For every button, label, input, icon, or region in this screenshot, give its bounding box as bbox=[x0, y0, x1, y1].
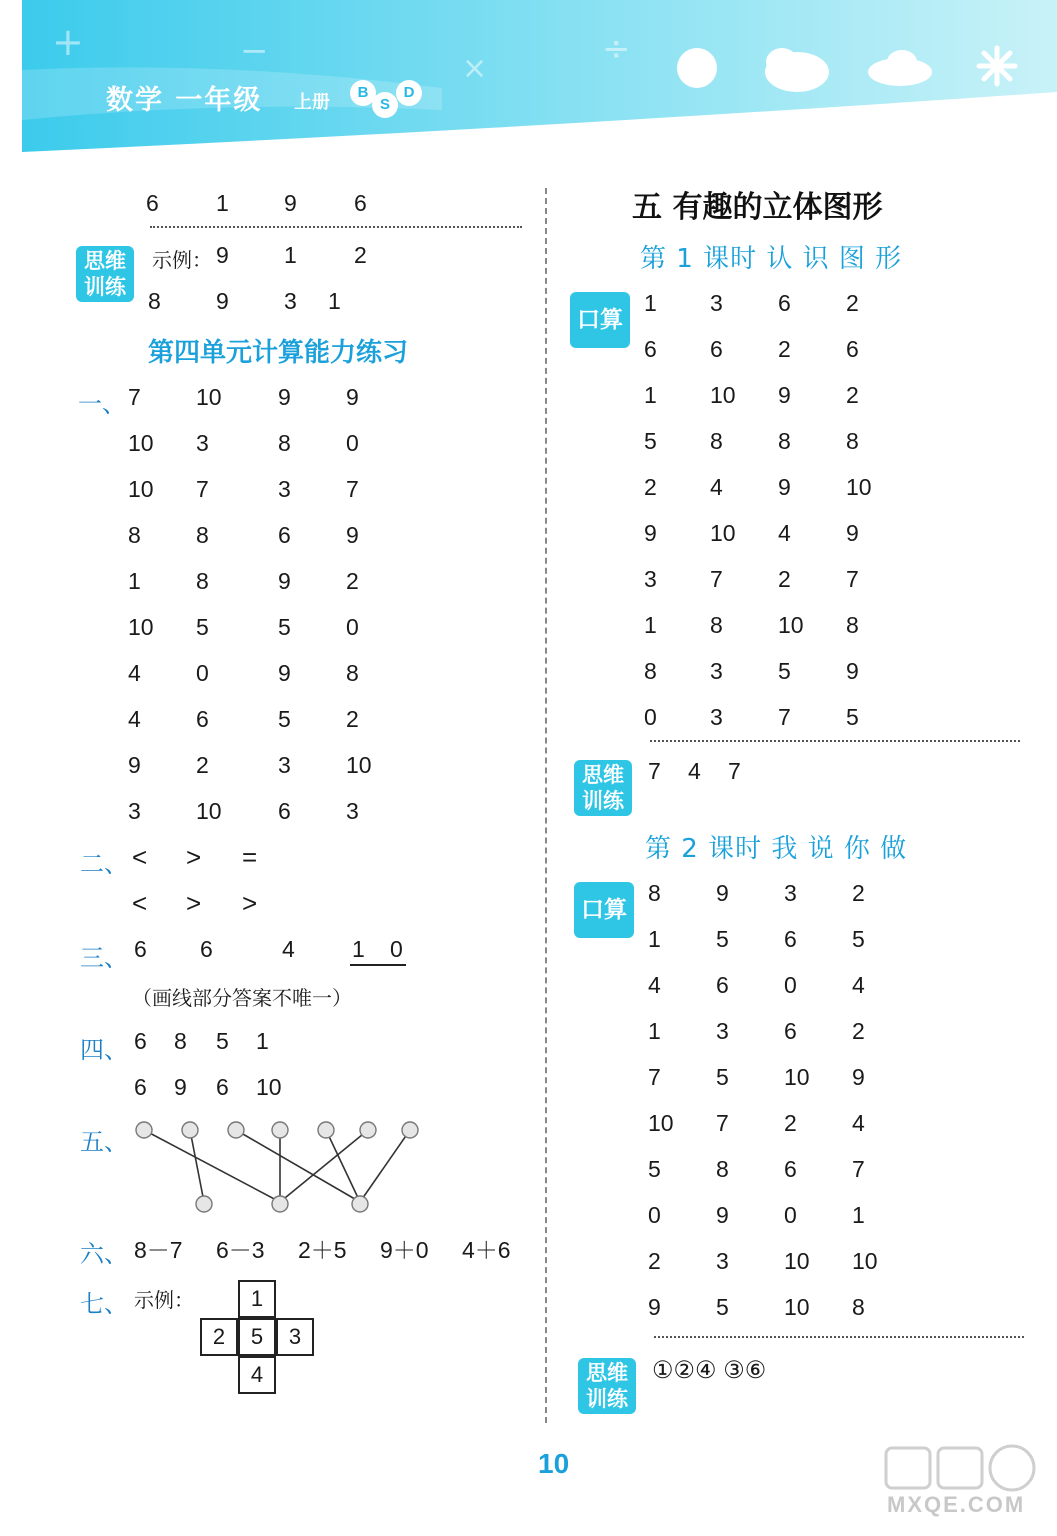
s4-r1-3: 5 bbox=[216, 1028, 229, 1054]
l1-r7-c4: 7 bbox=[846, 566, 859, 592]
example-r2-1: 8 bbox=[148, 288, 161, 314]
l1-r4-c3: 8 bbox=[778, 428, 791, 454]
section-one-label: 一、 bbox=[78, 390, 126, 418]
matching-diagram bbox=[128, 1116, 428, 1220]
l1-r4-c2: 8 bbox=[710, 428, 723, 454]
header-banner bbox=[22, 0, 1057, 152]
l2-r6-c3: 2 bbox=[784, 1110, 797, 1136]
svg-text:+: + bbox=[52, 20, 84, 64]
s1-r1-c1: 7 bbox=[128, 384, 141, 410]
s2-r1-2: > bbox=[186, 842, 202, 872]
unit-title: 第四单元计算能力练习 bbox=[148, 338, 409, 368]
dotted-separator-2 bbox=[650, 740, 1020, 742]
example-r2-3: 3 bbox=[284, 288, 297, 314]
l2-r1-c1: 8 bbox=[648, 880, 661, 906]
siwei-badge: 思维 训练 bbox=[76, 246, 134, 302]
l2-r10-c1: 9 bbox=[648, 1294, 661, 1320]
l2-r3-c4: 4 bbox=[852, 972, 865, 998]
s1-r1-c3: 9 bbox=[278, 384, 291, 410]
s1-r5-c3: 9 bbox=[278, 568, 291, 594]
l1-r10-c1: 0 bbox=[644, 704, 657, 730]
lesson2-title: 第 2 课时 我 说 你 做 bbox=[645, 834, 908, 864]
l1-r6-c2: 10 bbox=[710, 520, 736, 546]
s1-r8-c4: 2 bbox=[346, 706, 359, 732]
l2-r4-c3: 6 bbox=[784, 1018, 797, 1044]
s1-r7-c1: 4 bbox=[128, 660, 141, 686]
l2-r8-c2: 9 bbox=[716, 1202, 729, 1228]
l1-r7-c3: 2 bbox=[778, 566, 791, 592]
l2-r6-c4: 4 bbox=[852, 1110, 865, 1136]
l2-r2-c2: 5 bbox=[716, 926, 729, 952]
l1-r5-c4: 10 bbox=[846, 474, 872, 500]
l2-r8-c4: 1 bbox=[852, 1202, 865, 1228]
l1-r2-c2: 6 bbox=[710, 336, 723, 362]
example-r2-2: 9 bbox=[216, 288, 229, 314]
chapter-title: 五 有趣的立体图形 bbox=[632, 190, 883, 225]
s1-r5-c1: 1 bbox=[128, 568, 141, 594]
l1-r2-c4: 6 bbox=[846, 336, 859, 362]
example-r1-3: 2 bbox=[354, 242, 367, 268]
l1-r8-c2: 8 bbox=[710, 612, 723, 638]
s1-r9-c1: 9 bbox=[128, 752, 141, 778]
l2-r10-c2: 5 bbox=[716, 1294, 729, 1320]
s1-r10-c1: 3 bbox=[128, 798, 141, 824]
cross-cell-center: 5 bbox=[238, 1318, 276, 1356]
l1-r9-c1: 8 bbox=[644, 658, 657, 684]
l2-r10-c4: 8 bbox=[852, 1294, 865, 1320]
l2-r6-c1: 10 bbox=[648, 1110, 674, 1136]
example-prefix: 示例： bbox=[152, 248, 212, 272]
l1-r6-c3: 4 bbox=[778, 520, 791, 546]
s1-r6-c2: 5 bbox=[196, 614, 209, 640]
cross-cell-top: 1 bbox=[238, 1280, 276, 1318]
s1-r4-c2: 8 bbox=[196, 522, 209, 548]
l1-r6-c4: 9 bbox=[846, 520, 859, 546]
s4-r2-2: 9 bbox=[174, 1074, 187, 1100]
logo-letter-d: D bbox=[396, 80, 422, 106]
l2-r2-c3: 6 bbox=[784, 926, 797, 952]
l2-r7-c3: 6 bbox=[784, 1156, 797, 1182]
siwei-badge-2: 思维 训练 bbox=[574, 760, 632, 816]
s1-r6-c4: 0 bbox=[346, 614, 359, 640]
siwei2-answer: ①②④ ③⑥ bbox=[652, 1357, 767, 1384]
l1-r1-c1: 1 bbox=[644, 290, 657, 316]
l1-r8-c1: 1 bbox=[644, 612, 657, 638]
l2-r3-c1: 4 bbox=[648, 972, 661, 998]
s1-r5-c2: 8 bbox=[196, 568, 209, 594]
s1-r4-c3: 6 bbox=[278, 522, 291, 548]
svg-text:×: × bbox=[462, 51, 488, 86]
section-two-label: 二、 bbox=[80, 850, 128, 878]
siwei-badge-3: 思维 训练 bbox=[578, 1358, 636, 1414]
s1-r6-c3: 5 bbox=[278, 614, 291, 640]
s1-r7-c4: 8 bbox=[346, 660, 359, 686]
s1-r2-c3: 8 bbox=[278, 430, 291, 456]
example-r1-1: 9 bbox=[216, 242, 229, 268]
s1-r7-c3: 9 bbox=[278, 660, 291, 686]
top-row-2: 1 bbox=[216, 190, 229, 216]
s1-r3-c2: 7 bbox=[196, 476, 209, 502]
s3-1: 6 bbox=[134, 936, 147, 962]
l2-r1-c2: 9 bbox=[716, 880, 729, 906]
l2-r7-c4: 7 bbox=[852, 1156, 865, 1182]
l2-r5-c3: 10 bbox=[784, 1064, 810, 1090]
l2-r9-c2: 3 bbox=[716, 1248, 729, 1274]
l1-r10-c2: 3 bbox=[710, 704, 723, 730]
l2-r7-c2: 8 bbox=[716, 1156, 729, 1182]
l1-r7-c2: 7 bbox=[710, 566, 723, 592]
cross-cell-bottom: 4 bbox=[238, 1356, 276, 1394]
s7-prefix: 示例： bbox=[134, 1288, 194, 1312]
logo-letter-b: B bbox=[350, 80, 376, 106]
l2-r1-c3: 3 bbox=[784, 880, 797, 906]
l1-r9-c3: 5 bbox=[778, 658, 791, 684]
section-four-label: 四、 bbox=[80, 1036, 128, 1064]
svg-text:÷: ÷ bbox=[602, 29, 631, 69]
s6-3: 2＋5 bbox=[298, 1237, 347, 1263]
siwei1-3: 7 bbox=[728, 758, 741, 784]
l2-r10-c3: 10 bbox=[784, 1294, 810, 1320]
l2-r3-c3: 0 bbox=[784, 972, 797, 998]
watermark-text: MXQE.COM bbox=[887, 1492, 1026, 1517]
s6-4: 9＋0 bbox=[380, 1237, 429, 1263]
l2-r9-c3: 10 bbox=[784, 1248, 810, 1274]
s1-r6-c1: 10 bbox=[128, 614, 154, 640]
s1-r5-c4: 2 bbox=[346, 568, 359, 594]
s4-r1-4: 1 bbox=[256, 1028, 269, 1054]
l2-r2-c1: 1 bbox=[648, 926, 661, 952]
l1-r4-c4: 8 bbox=[846, 428, 859, 454]
column-divider bbox=[545, 188, 547, 1423]
logo-letter-s: S bbox=[372, 92, 398, 118]
s1-r1-c4: 9 bbox=[346, 384, 359, 410]
l2-r9-c4: 10 bbox=[852, 1248, 878, 1274]
section-six-label: 六、 bbox=[80, 1240, 128, 1268]
cross-cell-left: 2 bbox=[200, 1318, 238, 1356]
s1-r10-c2: 10 bbox=[196, 798, 222, 824]
kousuan-badge-1: 口算 bbox=[570, 292, 630, 348]
s1-r3-c3: 3 bbox=[278, 476, 291, 502]
page-number: 10 bbox=[538, 1448, 570, 1479]
l1-r3-c2: 10 bbox=[710, 382, 736, 408]
l1-r2-c3: 2 bbox=[778, 336, 791, 362]
s3-3: 4 bbox=[282, 936, 295, 962]
s3-5: 0 bbox=[390, 936, 403, 962]
s3-underline bbox=[350, 964, 406, 966]
l2-r1-c4: 2 bbox=[852, 880, 865, 906]
l1-r9-c2: 3 bbox=[710, 658, 723, 684]
s3-note: （画线部分答案不唯一） bbox=[132, 986, 352, 1010]
l1-r10-c4: 5 bbox=[846, 704, 859, 730]
l2-r8-c3: 0 bbox=[784, 1202, 797, 1228]
l2-r5-c2: 5 bbox=[716, 1064, 729, 1090]
s2-r2-3: > bbox=[242, 888, 258, 918]
top-row-3: 9 bbox=[284, 190, 297, 216]
s1-r1-c2: 10 bbox=[196, 384, 222, 410]
l1-r8-c3: 10 bbox=[778, 612, 804, 638]
s1-r8-c2: 6 bbox=[196, 706, 209, 732]
s6-1: 8－7 bbox=[134, 1237, 183, 1263]
s1-r9-c3: 3 bbox=[278, 752, 291, 778]
section-seven-label: 七、 bbox=[80, 1290, 128, 1318]
l2-r4-c2: 3 bbox=[716, 1018, 729, 1044]
s2-r2-2: > bbox=[186, 888, 202, 918]
l2-r2-c4: 5 bbox=[852, 926, 865, 952]
s1-r2-c2: 3 bbox=[196, 430, 209, 456]
s4-r2-1: 6 bbox=[134, 1074, 147, 1100]
s2-r1-1: < bbox=[132, 842, 148, 872]
dotted-separator-3 bbox=[654, 1336, 1024, 1338]
s2-r1-3: = bbox=[242, 842, 258, 872]
s1-r2-c1: 10 bbox=[128, 430, 154, 456]
s6-5: 4＋6 bbox=[462, 1237, 511, 1263]
l2-r5-c1: 7 bbox=[648, 1064, 661, 1090]
l1-r5-c1: 2 bbox=[644, 474, 657, 500]
s1-r10-c4: 3 bbox=[346, 798, 359, 824]
top-row-1: 6 bbox=[146, 190, 159, 216]
l1-r4-c1: 5 bbox=[644, 428, 657, 454]
svg-text:−: − bbox=[240, 31, 269, 71]
section-five-label: 五、 bbox=[80, 1128, 128, 1156]
l1-r3-c3: 9 bbox=[778, 382, 791, 408]
section-three-label: 三、 bbox=[80, 944, 128, 972]
s3-4: 1 bbox=[352, 936, 365, 962]
cross-cell-right: 3 bbox=[276, 1318, 314, 1356]
l1-r7-c1: 3 bbox=[644, 566, 657, 592]
s4-r2-4: 10 bbox=[256, 1074, 282, 1100]
siwei1-1: 7 bbox=[648, 758, 661, 784]
s4-r1-2: 8 bbox=[174, 1028, 187, 1054]
l1-r5-c2: 4 bbox=[710, 474, 723, 500]
l1-r3-c1: 1 bbox=[644, 382, 657, 408]
header-title: 数学 一年级 bbox=[106, 85, 263, 116]
s1-r3-c1: 10 bbox=[128, 476, 154, 502]
s1-r9-c4: 10 bbox=[346, 752, 372, 778]
s2-r2-1: < bbox=[132, 888, 148, 918]
example-r2-4: 1 bbox=[328, 288, 341, 314]
s1-r2-c4: 0 bbox=[346, 430, 359, 456]
l2-r6-c2: 7 bbox=[716, 1110, 729, 1136]
l1-r8-c4: 8 bbox=[846, 612, 859, 638]
siwei1-2: 4 bbox=[688, 758, 701, 784]
l1-r9-c4: 9 bbox=[846, 658, 859, 684]
l1-r1-c4: 2 bbox=[846, 290, 859, 316]
l2-r4-c4: 2 bbox=[852, 1018, 865, 1044]
s6-2: 6－3 bbox=[216, 1237, 265, 1263]
lesson1-title: 第 1 课时 认 识 图 形 bbox=[640, 244, 903, 274]
l1-r2-c1: 6 bbox=[644, 336, 657, 362]
dotted-separator bbox=[150, 226, 522, 228]
l2-r5-c4: 9 bbox=[852, 1064, 865, 1090]
l1-r5-c3: 9 bbox=[778, 474, 791, 500]
s3-2: 6 bbox=[200, 936, 213, 962]
s1-r7-c2: 0 bbox=[196, 660, 209, 686]
s1-r9-c2: 2 bbox=[196, 752, 209, 778]
s1-r4-c4: 9 bbox=[346, 522, 359, 548]
s1-r10-c3: 6 bbox=[278, 798, 291, 824]
s1-r3-c4: 7 bbox=[346, 476, 359, 502]
l2-r3-c2: 6 bbox=[716, 972, 729, 998]
l2-r7-c1: 5 bbox=[648, 1156, 661, 1182]
l2-r9-c1: 2 bbox=[648, 1248, 661, 1274]
l1-r3-c4: 2 bbox=[846, 382, 859, 408]
header-subtitle: 上册 bbox=[294, 92, 330, 113]
s1-r8-c1: 4 bbox=[128, 706, 141, 732]
l1-r1-c3: 6 bbox=[778, 290, 791, 316]
example-r1-2: 1 bbox=[284, 242, 297, 268]
l2-r8-c1: 0 bbox=[648, 1202, 661, 1228]
s1-r4-c1: 8 bbox=[128, 522, 141, 548]
l1-r10-c3: 7 bbox=[778, 704, 791, 730]
l1-r6-c1: 9 bbox=[644, 520, 657, 546]
kousuan-badge-2: 口算 bbox=[574, 882, 634, 938]
s1-r8-c3: 5 bbox=[278, 706, 291, 732]
header-background bbox=[22, 0, 1057, 152]
top-row-4: 6 bbox=[354, 190, 367, 216]
l1-r1-c2: 3 bbox=[710, 290, 723, 316]
s4-r1-1: 6 bbox=[134, 1028, 147, 1054]
l2-r4-c1: 1 bbox=[648, 1018, 661, 1044]
s4-r2-3: 6 bbox=[216, 1074, 229, 1100]
